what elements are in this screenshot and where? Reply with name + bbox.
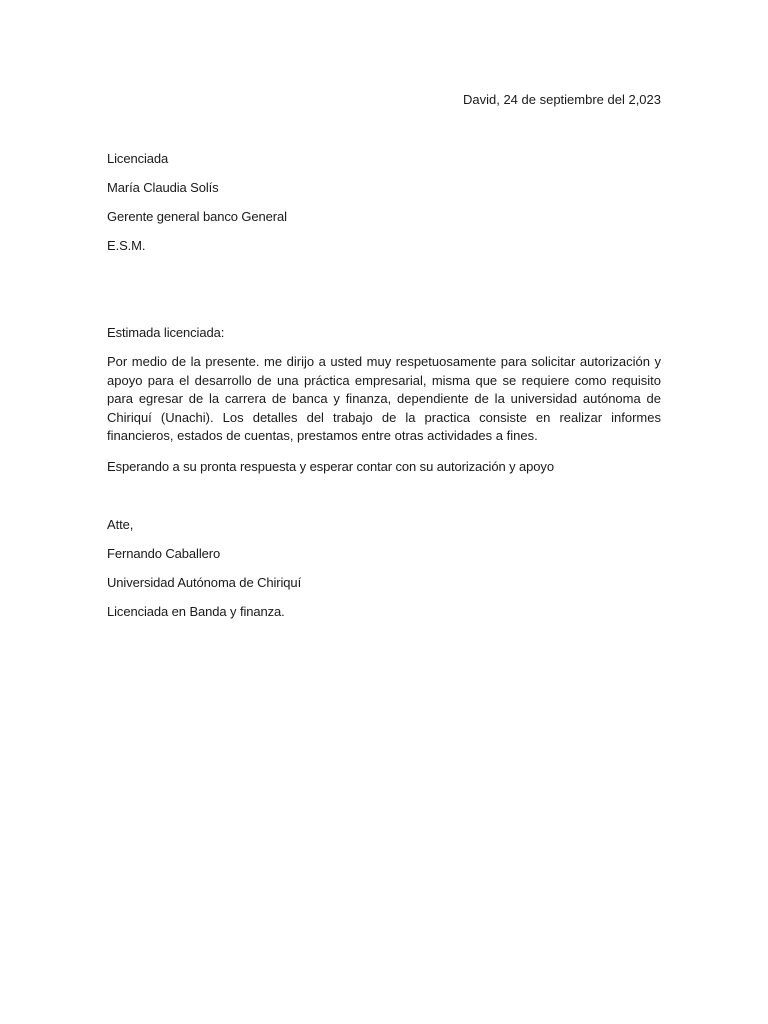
letter-date: David, 24 de septiembre del 2,023 (462, 92, 661, 107)
salutation: Estimada licenciada: (107, 325, 225, 340)
signoff: Atte, (107, 517, 134, 532)
sender-degree: Licenciada en Banda y finanza. (107, 604, 285, 619)
body-paragraph-2: Esperando a su pronta respuesta y esperar contar con su autorización y apoyo (107, 459, 554, 474)
recipient-title: Licenciada (107, 151, 169, 166)
sender-name: Fernando Caballero (107, 546, 221, 561)
sender-institution: Universidad Autónoma de Chiriquí (107, 575, 302, 590)
body-paragraph-1: Por medio de la presente. me dirijo a usted muy respetuosamente para solicitar autorización y apoyo para el desarrollo de una práctica empresarial, misma que se requiere como requisito para egresar de la carrera de banca y finanza, dependiente de la universidad autónoma de Chiriquí (Unachi). Los detalles del trabajo de la practica consiste en realizar informes financieros, estados de cuentas, prestamos entre otras actividades a fines. (107, 354, 661, 443)
recipient-name: María Claudia Solís (107, 180, 219, 195)
recipient-esm: E.S.M. (107, 238, 146, 253)
recipient-position: Gerente general banco General (107, 209, 287, 224)
